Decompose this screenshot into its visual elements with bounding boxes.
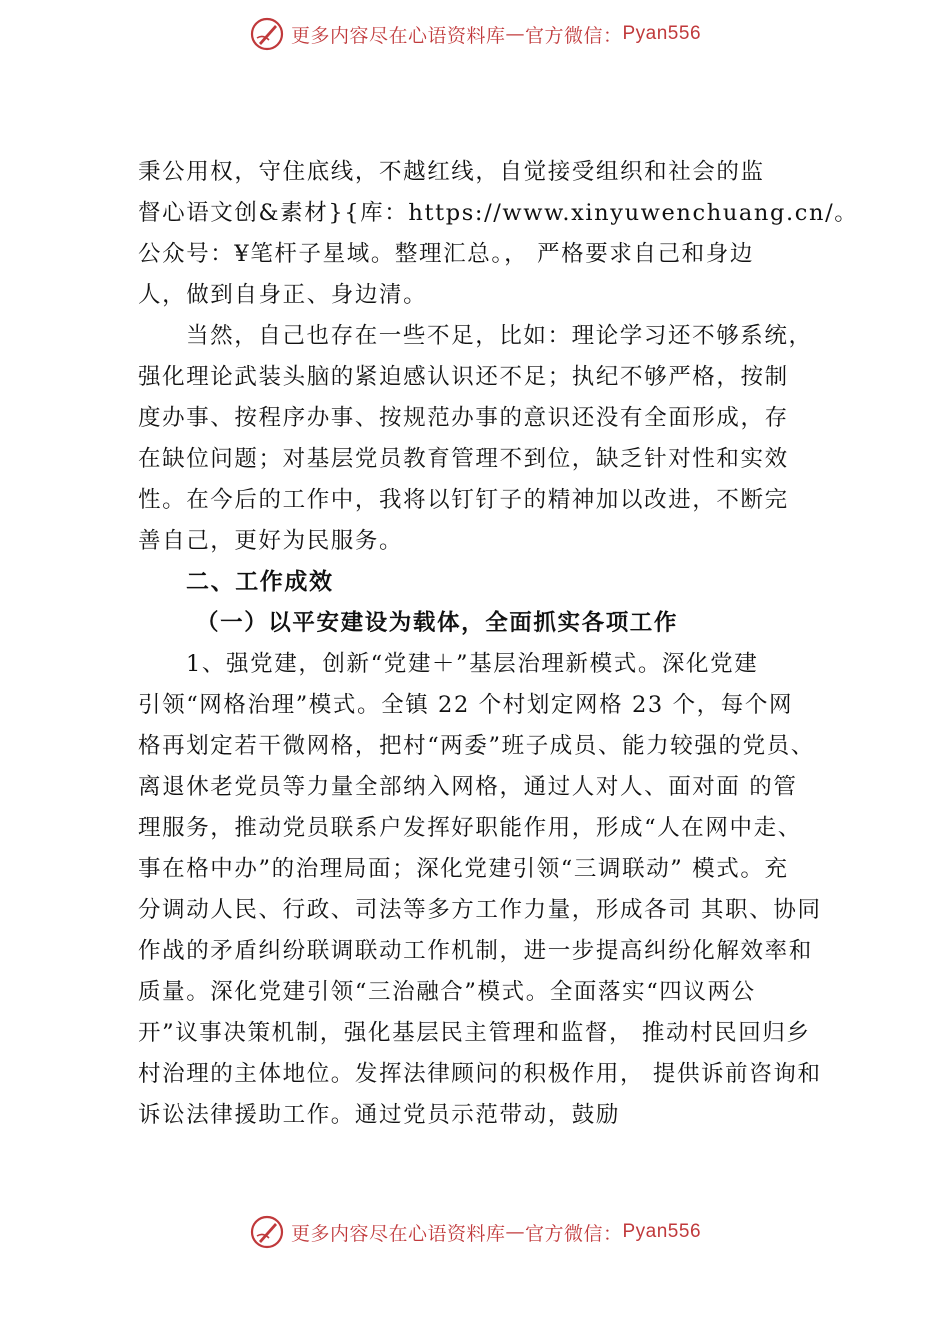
banner-wechat-id: Pyan556 xyxy=(622,23,702,44)
text-line: 事在格中办”的治理局面；深化党建引领“三调联动” 模式。充 xyxy=(138,856,789,882)
footer-watermark-banner xyxy=(0,1212,950,1252)
section-heading: 二、工作成效 xyxy=(186,569,334,595)
text-line: 质量。深化党建引领“三治融合”模式。全面落实“四议两公 xyxy=(138,979,756,1005)
text-line: 在缺位问题；对基层党员教育管理不到位，缺乏针对性和实效 xyxy=(138,446,789,472)
banner-text: 更多内容尽在心语资料库 xyxy=(290,24,506,47)
text-line: 善自己，更好为民服务。 xyxy=(138,528,404,554)
text-line: 作战的矛盾纠纷联调联动工作机制，进一步提高纠纷化解效率和 xyxy=(138,938,813,964)
text-line: 格再划定若干微网格，把村“两委”班子成员、能力较强的党员、 xyxy=(138,733,815,759)
banner-wechat-id: Pyan556 xyxy=(622,1221,702,1242)
text-line: 性。在今后的工作中，我将以钉钉子的精神加以改进，不断完 xyxy=(138,487,789,513)
text-line: 当然，自己也存在一些不足，比如：理论学习还不够系统， xyxy=(186,323,813,349)
text-line: 诉讼法律援助工作。通过党员示范带动，鼓励 xyxy=(138,1102,621,1128)
quill-seal-icon xyxy=(249,16,285,52)
banner-dash: — xyxy=(505,23,525,45)
text-line: 秉公用权，守住底线，不越红线，自觉接受组织和社会的监 xyxy=(138,159,765,185)
banner-text: 更多内容尽在心语资料库 xyxy=(290,1222,506,1245)
text-line: 开”议事决策机制，强化基层民主管理和监督， 推动村民回归乡 xyxy=(138,1020,811,1046)
banner-wechat-label: 官方微信： xyxy=(524,1222,623,1245)
header-watermark-banner xyxy=(0,14,950,54)
text-line: 度办事、按程序办事、按规范办事的意识还没有全面形成，存 xyxy=(138,405,789,431)
quill-seal-icon xyxy=(249,1214,285,1250)
banner-wechat-label: 官方微信： xyxy=(524,24,623,47)
text-line: 分调动人民、行政、司法等多方工作力量，形成各司 其职、协同 xyxy=(138,897,822,923)
text-line: 强化理论武装头脑的紧迫感认识还不足；执纪不够严格，按制 xyxy=(138,364,789,390)
text-line: 理服务，推动党员联系户发挥好职能作用，形成“人在网中走、 xyxy=(138,815,802,841)
text-line: 离退休老党员等力量全部纳入网格，通过人对人、面对面 的管 xyxy=(138,774,798,800)
subsection-heading: （一）以平安建设为载体，全面抓实各项工作 xyxy=(196,610,679,636)
text-line: 人，做到自身正、身边清。 xyxy=(138,282,428,308)
text-line: 督心语文创&素材}{库：https://www.xinyuwenchuang.cn/。 xyxy=(138,200,859,226)
document-body xyxy=(138,152,859,1136)
text-line: 村治理的主体地位。发挥法律顾问的积极作用， 提供诉前咨询和 xyxy=(138,1061,822,1087)
text-line: 引领“网格治理”模式。全镇 22 个村划定网格 23 个，每个网 xyxy=(138,692,794,718)
text-line: 公众号：¥笔杆子星域。整理汇总。， 严格要求自己和身边 xyxy=(138,241,754,267)
banner-dash: — xyxy=(505,1221,525,1243)
text-line: 1、强党建，创新“党建＋”基层治理新模式。深化党建 xyxy=(186,651,759,677)
